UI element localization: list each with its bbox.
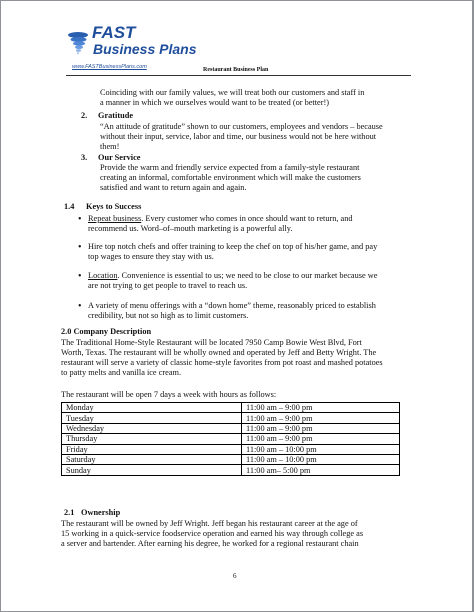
value-3-text-line: creating an informal, comfortable environment which will make the customers — [100, 173, 361, 182]
hours-intro: The restaurant will be open 7 days a week with hours as follows: — [61, 390, 277, 399]
key-2-line: top wages to ensure they stay with us. — [88, 252, 214, 261]
hours-day-cell: Friday — [62, 444, 242, 454]
ownership-paragraph-line: 15 working in a quick-service foodservice operation and earned his way through college as — [61, 529, 364, 538]
key-3-text: . Convenience is essential to us; we need to be close to our market because we — [117, 271, 378, 280]
value-3-title: Our Service — [98, 153, 141, 162]
value-2-text-line: them! — [100, 142, 120, 151]
hours-day-cell: Thursday — [62, 434, 242, 444]
bullet-icon: • — [78, 271, 82, 282]
website-link[interactable]: www.FASTBusinessPlans.com — [72, 64, 147, 70]
bullet-icon: • — [78, 242, 82, 253]
section-1-4-number: 1.4 — [64, 202, 75, 211]
key-4-line: A variety of menu offerings with a “down home” theme, reasonably priced to establish — [88, 301, 376, 310]
key-3-lead: Location — [88, 271, 118, 280]
key-1-line — [88, 214, 353, 225]
hours-day-cell: Monday — [62, 403, 242, 413]
company-paragraph-line: The Traditional Home-Style Restaurant will be located 7950 Camp Bowie West Blvd, Fort — [61, 338, 362, 347]
hours-time-cell: 11:00 am– 5:00 pm — [242, 465, 400, 475]
table-row — [62, 413, 400, 423]
hours-time-cell: 11:00 am – 9:00 pm — [242, 434, 400, 444]
hours-time-cell: 11:00 am – 9:00 pm — [242, 403, 400, 413]
section-2-1-heading: Ownership — [81, 508, 121, 517]
logo-business-plans-text: Business Plans — [93, 41, 197, 57]
hours-time-cell: 11:00 am – 10:00 pm — [242, 454, 400, 464]
hours-day-cell: Wednesday — [62, 423, 242, 433]
value-1-text-line: Coinciding with our family values, we will treat both our customers and staff in — [100, 88, 365, 97]
hours-time-cell: 11:00 am – 10:00 pm — [242, 444, 400, 454]
bullet-icon: • — [78, 301, 82, 312]
hours-day-cell: Saturday — [62, 454, 242, 464]
table-row — [62, 434, 400, 444]
document-page — [1, 1, 472, 611]
value-2-text-line: without their input, service, labor and time, our business would not be here without — [100, 132, 377, 141]
company-paragraph-line: to patty melts and vanilla ice cream. — [61, 368, 182, 377]
tornado-icon — [66, 31, 90, 55]
table-row — [62, 454, 400, 464]
bullet-icon: • — [78, 214, 82, 225]
section-2-1-number: 2.1 — [64, 508, 75, 517]
key-1-lead: Repeat business — [88, 214, 142, 223]
page-number: 6 — [233, 572, 237, 580]
key-4-line: credibility, but not so high as to limit customers. — [88, 311, 249, 320]
header-divider — [66, 75, 411, 76]
table-row — [62, 423, 400, 433]
key-1-line: recommend us. Word–of–mouth marketing is a powerful ally. — [88, 224, 293, 233]
logo-fast-text: FAST — [92, 23, 136, 42]
company-paragraph-line: restaurant will serve a variety of classic home-style favorites from pot roast and mashed potatoes — [61, 358, 383, 367]
value-3-text-line: satisfied and want to return again and again. — [100, 183, 247, 192]
value-2-title: Gratitude — [98, 111, 134, 120]
value-2-text-line: “An attitude of gratitude” shown to our customers, employees and vendors – because — [100, 122, 383, 131]
section-2-0-heading: 2.0 Company Description — [61, 327, 152, 336]
value-3-text-line: Provide the warm and friendly service expected from a family-style restaurant — [100, 163, 360, 172]
table-row — [62, 403, 400, 413]
section-1-4-heading: Keys to Success — [86, 202, 142, 211]
value-3-number: 3. — [81, 153, 88, 162]
hours-day-cell: Sunday — [62, 465, 242, 475]
ownership-paragraph-line: a server and bartender. After earning his degree, he worked for a regional restaurant chain — [61, 539, 359, 548]
ownership-paragraph-line: The restaurant will be owned by Jeff Wright. Jeff began his restaurant career at the age of — [61, 519, 358, 528]
key-1-text: . Every customer who comes in once should want to return, and — [141, 214, 353, 223]
company-paragraph-line: Worth, Texas. The restaurant will be wholly owned and operated by Jeff and Betty Wright. The — [61, 348, 377, 357]
hours-time-cell: 11:00 am – 9:00 pm — [242, 413, 400, 423]
table-row — [62, 444, 400, 454]
hours-time-cell: 11:00 am – 9:00 pm — [242, 423, 400, 433]
table-row — [62, 465, 400, 475]
key-3-line — [88, 271, 377, 282]
value-2-number: 2. — [81, 111, 88, 120]
hours-table — [61, 402, 400, 476]
key-2-line: Hire top notch chefs and offer training to keep the chef on top of his/her game, and pay — [88, 242, 378, 251]
value-1-text-line: a manner in which we ourselves would want to be treated (or better!) — [100, 98, 330, 107]
document-title: Restaurant Business Plan — [203, 67, 269, 73]
key-3-line: are not trying to get people to travel to reach us. — [88, 281, 248, 290]
hours-day-cell: Tuesday — [62, 413, 242, 423]
